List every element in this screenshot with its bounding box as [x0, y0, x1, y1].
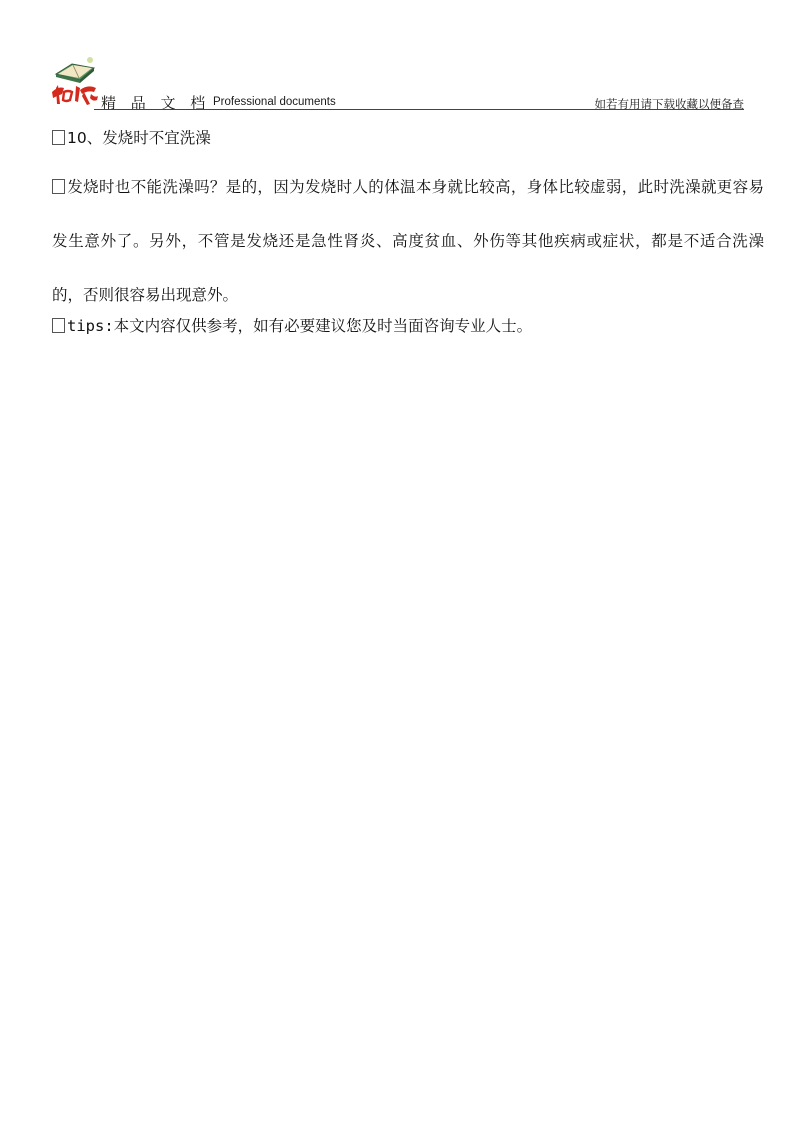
header-right-note: 如若有用请下载收藏以便备查: [594, 97, 744, 111]
placeholder-box-icon: [52, 130, 65, 145]
placeholder-box-icon: [52, 318, 65, 333]
logo-calligraphy: [52, 85, 98, 105]
page-header: [50, 52, 744, 112]
book-logo-icon: [50, 52, 100, 108]
placeholder-box-icon: [52, 179, 65, 194]
main-paragraph-text: 发烧时也不能洗澡吗？是的，因为发烧时人的体温本身就比较高，身体比较虚弱，此时洗澡就更容易发生意外了。另外，不管是发烧还是急性肾炎、高度贫血、外伤等其他疾病或症状，都是不适合洗澡的，否则很容易出现意外。: [52, 178, 764, 304]
document-body: [52, 128, 764, 336]
main-paragraph: [52, 160, 764, 322]
tips-paragraph: [52, 316, 764, 336]
book-icon: [56, 57, 94, 83]
tips-label: tips:: [67, 317, 114, 335]
header-subtitle: Professional documents: [213, 96, 336, 108]
header-divider: [94, 109, 744, 110]
section-heading-text: 10、发烧时不宜洗澡: [67, 129, 211, 147]
header-title: 精 品 文 档: [101, 94, 211, 112]
tips-text: 本文内容仅供参考，如有必要建议您及时当面咨询专业人士。: [113, 317, 533, 335]
section-heading: [52, 128, 764, 148]
